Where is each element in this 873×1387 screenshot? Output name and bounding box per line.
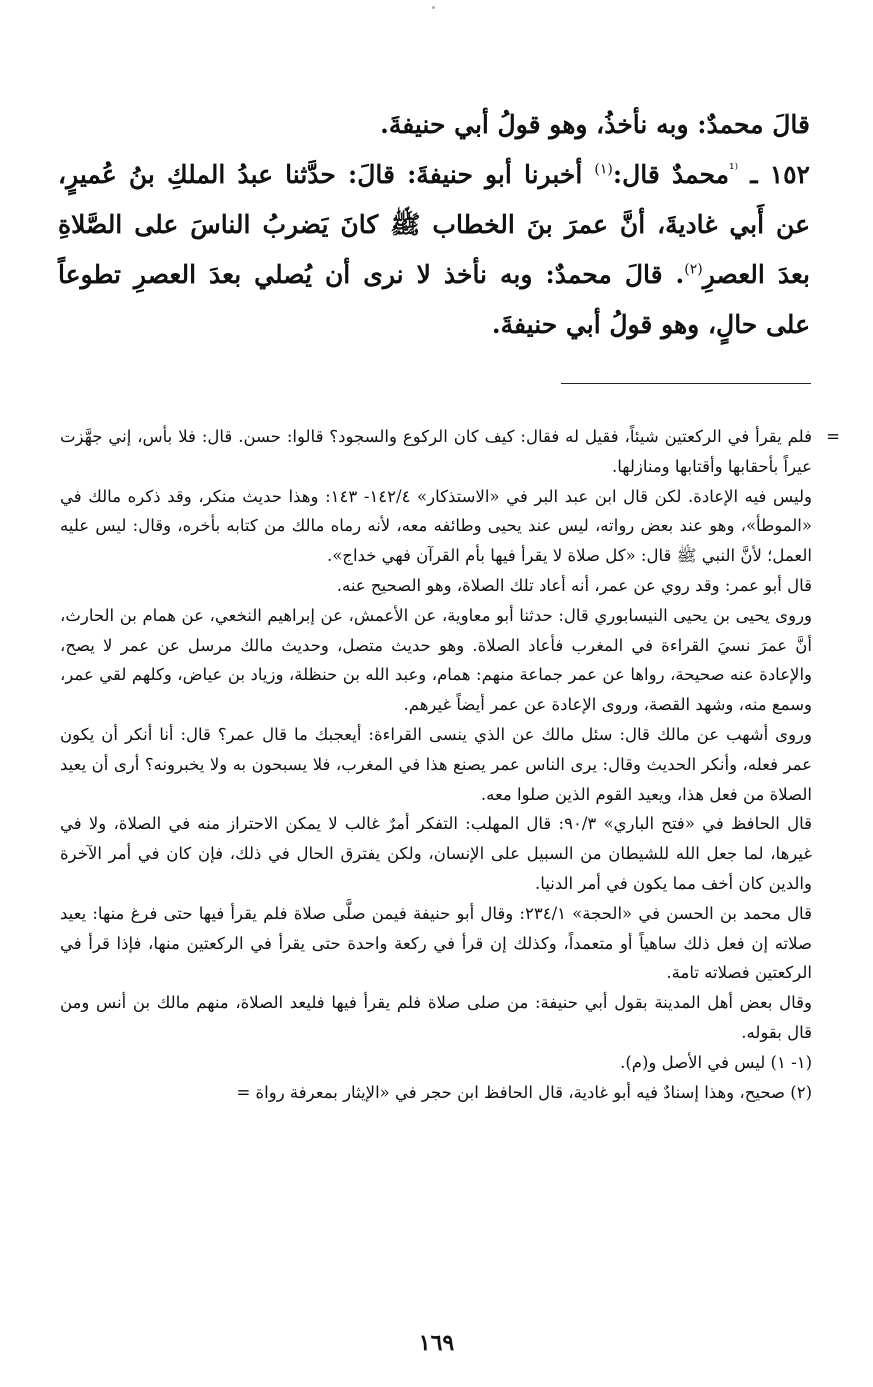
hadith-text-3: . قالَ محمدٌ: وبه نأخذ لا نرى أن يُصلي بعدَ العصرِ تطوعاً على حالٍ، وهو قولُ أبي حنيفةَ. bbox=[58, 260, 810, 339]
note-paragraph: قال الحافظ في «فتح الباري» ٩٠/٣: قال المهلب: التفكر أمرٌ غالب لا يمكن الاحتراز منه في الصلاة، ولا في غيرها، لما جعل الله للشيطان من السبيل على الإنسان، ولكن يفترق الحال في ذلك، فإن كان في أمر الآخرة والدين كان أخف مما يكون في أمر الدنيا. bbox=[60, 814, 812, 893]
hadith-paragraph bbox=[58, 150, 810, 350]
hadith-open-mark: ⁽¹ bbox=[729, 161, 739, 178]
page-number: ١٦٩ bbox=[418, 1330, 455, 1356]
footnote-mark-1: (١) bbox=[594, 161, 613, 178]
note-paragraph: وليس فيه الإعادة. لكن قال ابن عبد البر في «الاستذكار» ١٤٢/٤- ١٤٣: وهذا حديث منكر، وقد ذكره مالك في «الموطأ»، وهو عند بعض رواته، ليس عند يحيى وطائفه معه، لأنه رماه مالك من كتابه بأخره، وقال: ليس عليه العمل؛ لأنَّ النبي ﷺ قال: «كل صلاة لا يقرأ فيها بأم القرآن فهي خداج». bbox=[60, 486, 813, 566]
footnote-divider bbox=[561, 383, 811, 384]
hadith-text-2: أخبرنا أبو حنيفةَ: قالَ: حدَّثنا عبدُ الملكِ بنُ عُميرٍ، عن أَبي غاديةَ، أنَّ عمرَ بنَ الخطاب ﷺ كانَ يَضربُ الناسَ على الصَّلاةِ بعدَ العصرِ bbox=[58, 160, 810, 289]
scan-speck bbox=[432, 6, 435, 9]
main-text bbox=[58, 100, 810, 350]
note-paragraph-text: فلم يقرأ في الركعتين شيئاً، فقيل له فقال: كيف كان الركوع والسجود؟ قالوا: حسن. قال: فلا بأس، إني جهَّزت عيراً بأحقابها وأقتابها ومنازلها. bbox=[60, 427, 812, 476]
footnote-1: (١- ١) ليس في الأصل و(م). bbox=[620, 1052, 812, 1072]
intro-line: قالَ محمدٌ: وبه نأخذُ، وهو قولُ أبي حنيفةَ. bbox=[380, 110, 810, 139]
note-paragraph: وروى يحيى بن يحيى النيسابوري قال: حدثنا أبو معاوية، عن الأعمش، عن إبراهيم النخعي، عن همام بن الحارث، أنَّ عمرَ نسيَ القراءة في المغرب فأعاد الصلاة. وهو حديث متصل، وحديث مالك مرسل عن عمر لا يصح، والإعادة عنه صحيحة، رواها عن عمر جماعة منهم: همام، وعبد الله بن حنظلة، وزياد بن عياض، وكلهم لقي عمر، وسمع منه، وشهد القصة، وروى الإعادة عن عمر أيضاً غيرهم. bbox=[60, 605, 812, 715]
note-paragraph: وروى أشهب عن مالك قال: سئل مالك عن الذي ينسى القراءة: أيعجبك ما قال عمر؟ قال: أنا أنكر أن يكون عمر فعله، وأنكر الحديث وقال: يرى الناس عمر يصنع هذا في المغرب، فلا يسبحون به ولا يخبرونه؟ أرى أن يعيد الصلاة من فعل هذا، ويعيد القوم الذين صلوا معه. bbox=[60, 724, 812, 804]
footnote-2: (٢) صحيح، وهذا إسنادٌ فيه أبو غادية، قال الحافظ ابن حجر في «الإيثار بمعرفة رواة = bbox=[236, 1082, 812, 1102]
note-paragraph bbox=[60, 422, 840, 482]
hadith-number: ١٥٢ ـ bbox=[750, 160, 810, 189]
note-paragraph: وقال بعض أهل المدينة بقول أبي حنيفة: من صلى صلاة فلم يقرأ فيها فليعد الصلاة، منهم مالك بن أنس ومن قال بقوله. bbox=[60, 993, 812, 1042]
hadith-text-1: محمدٌ قال: bbox=[612, 160, 730, 189]
continuation-mark: = bbox=[826, 427, 840, 446]
note-paragraph: قال أبو عمر: وقد روي عن عمر، أنه أعاد تلك الصلاة، وهو الصحيح عنه. bbox=[336, 575, 812, 595]
footnotes bbox=[60, 422, 840, 1107]
note-paragraph: قال محمد بن الحسن في «الحجة» ٢٣٤/١: وقال أبو حنيفة فيمن صلَّى صلاة فلم يقرأ فيها حتى فرغ منها: يعيد صلاته إن فعل ذلك ساهياً أو متعمداً، وكذلك إن قرأ في ركعة واحدة حتى يقرأ في الركعتين منها، فإذا قرأ في الركعتين فصلاته تامة. bbox=[60, 903, 812, 983]
footnote-mark-2: (٢) bbox=[684, 261, 703, 278]
